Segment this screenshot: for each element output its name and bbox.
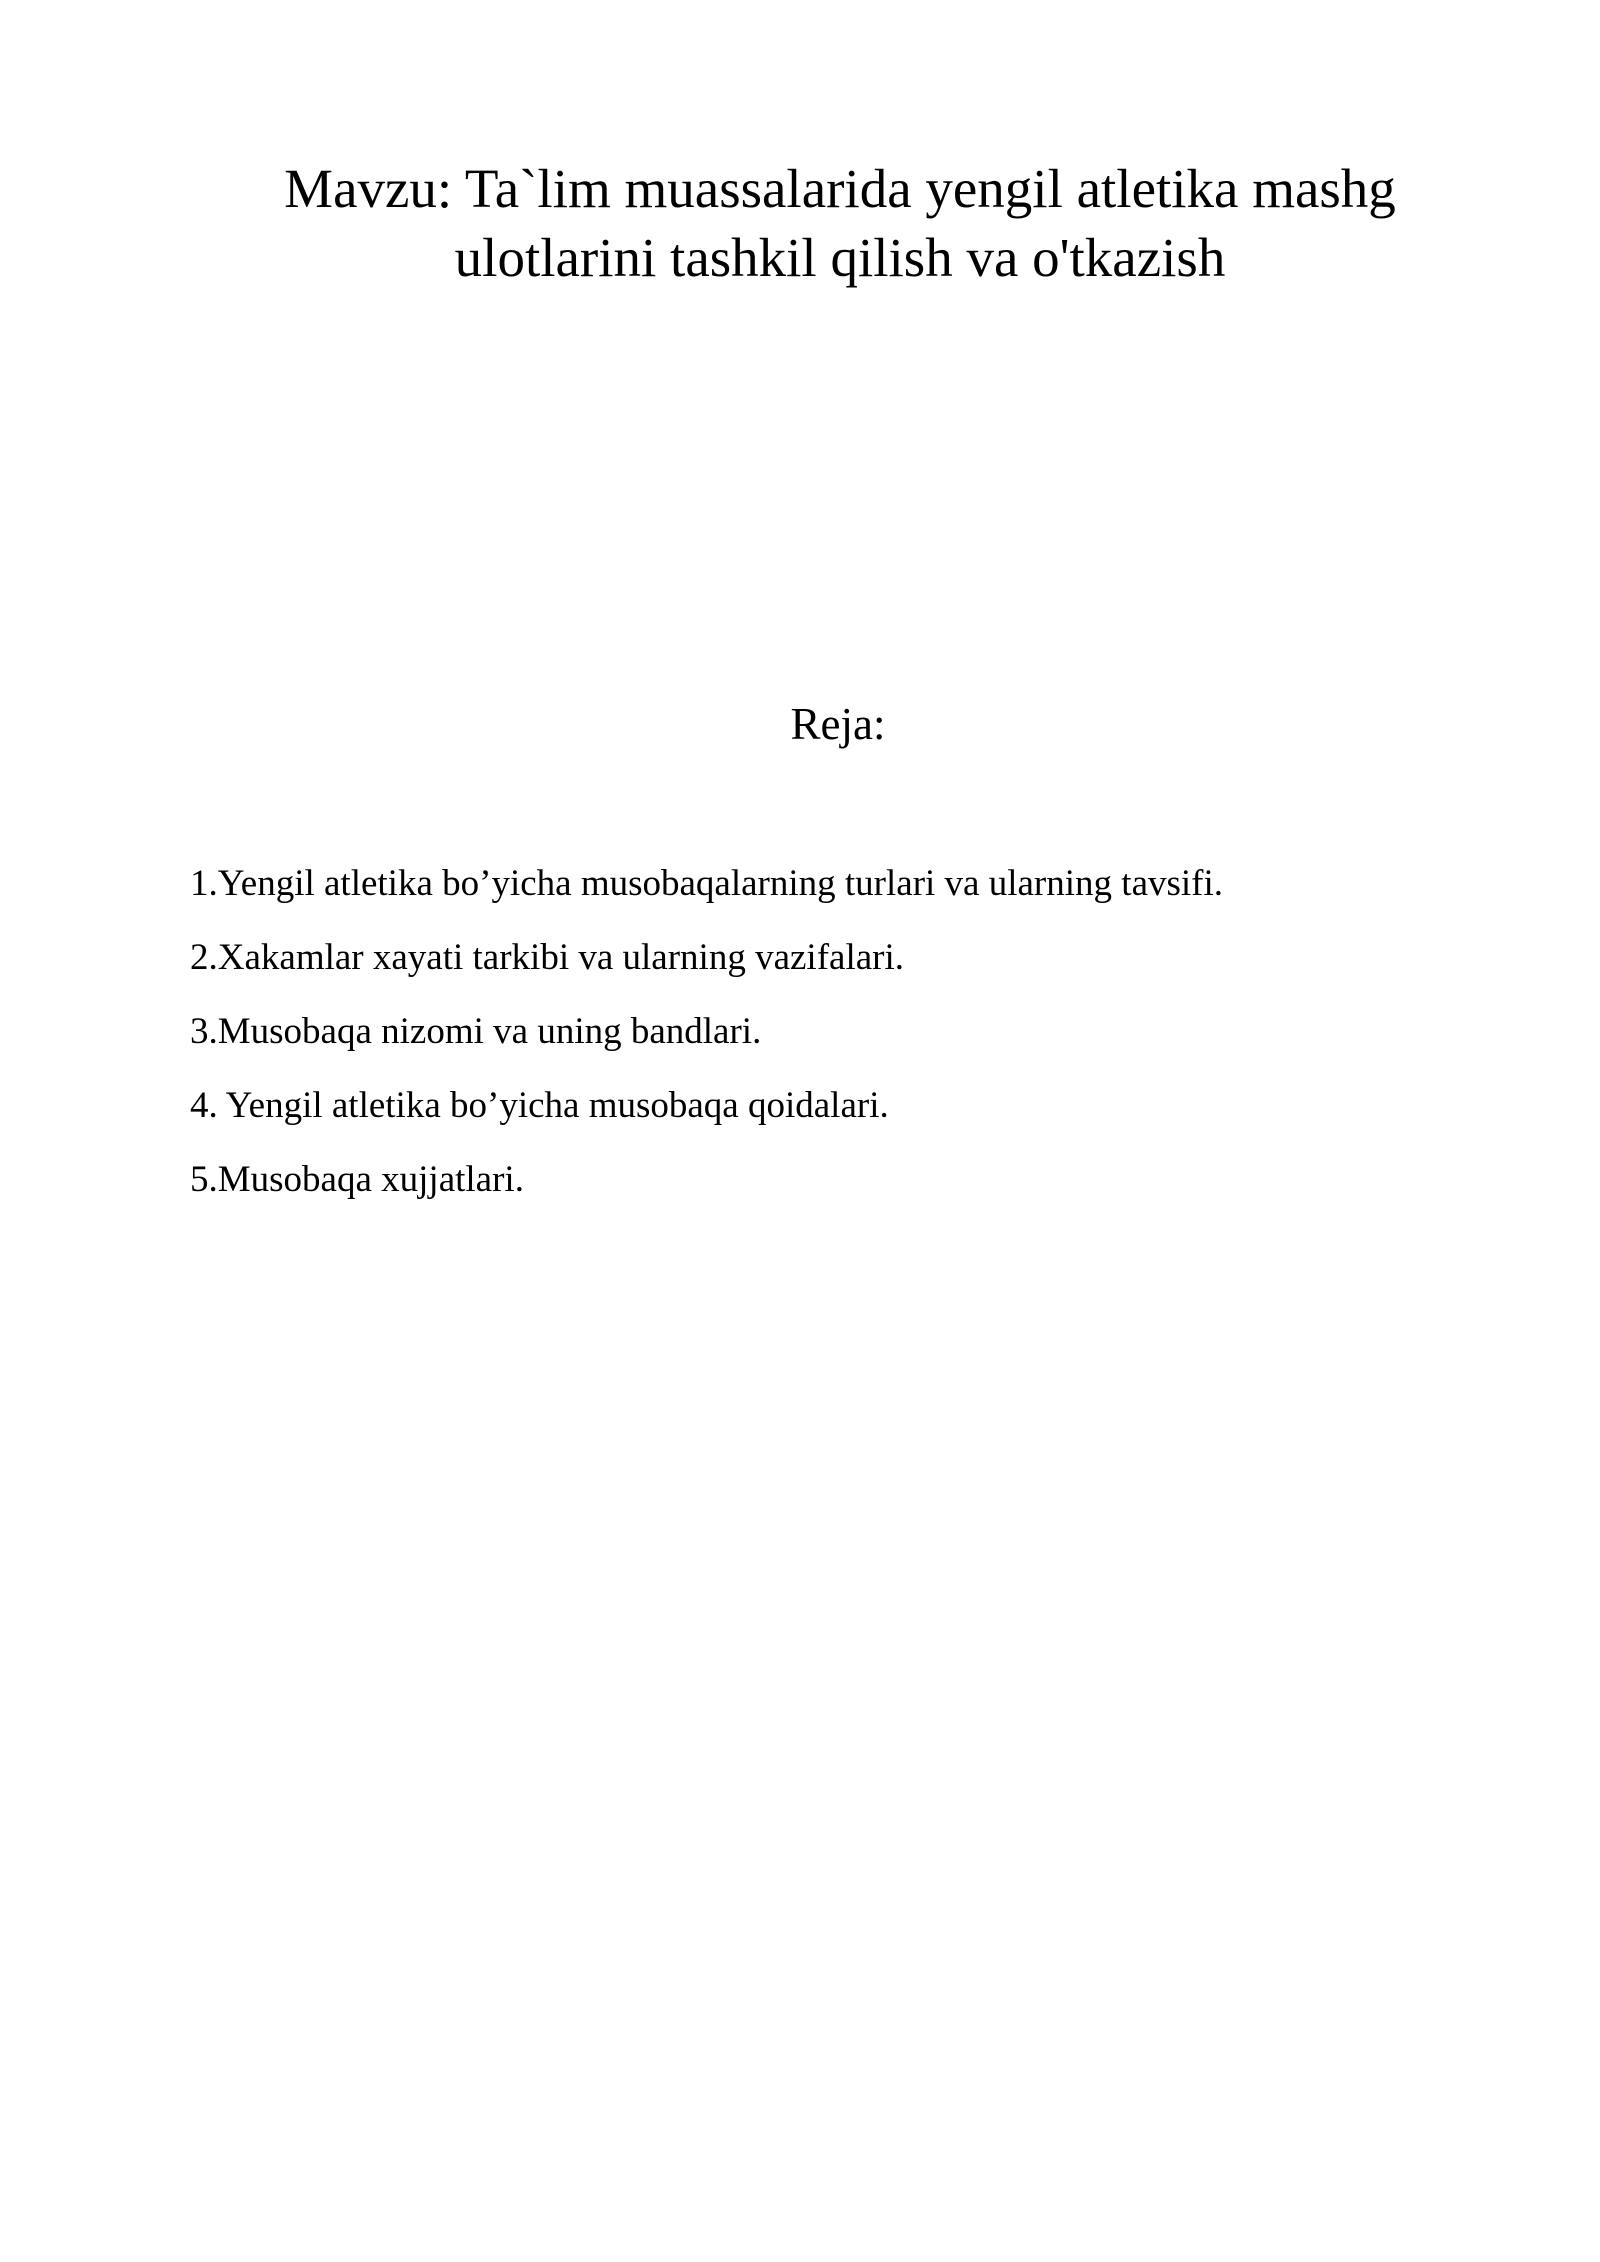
plan-list — [190, 847, 1490, 1217]
plan-heading: Reja: — [790, 699, 886, 749]
plan-item-1: 1.Yengil atletika bo’yicha musobaqalarning turlari va ularning tavsifi. — [190, 863, 1224, 904]
plan-item-5: 5.Musobaqa xujjatlari. — [190, 1159, 524, 1200]
plan-item-4: 4. Yengil atletika bo’yicha musobaqa qoidalari. — [190, 1085, 889, 1126]
title-line-2: ulotlarini tashkil qilish va o'tkazish — [454, 227, 1226, 288]
document-title — [230, 154, 1450, 292]
title-line-1: Mavzu: Ta`lim muassalarida yengil atletika mashg — [284, 158, 1396, 219]
plan-item-3: 3.Musobaqa nizomi va uning bandlari. — [190, 1011, 762, 1052]
plan-item-2: 2.Xakamlar xayati tarkibi va ularning vazifalari. — [190, 937, 905, 978]
